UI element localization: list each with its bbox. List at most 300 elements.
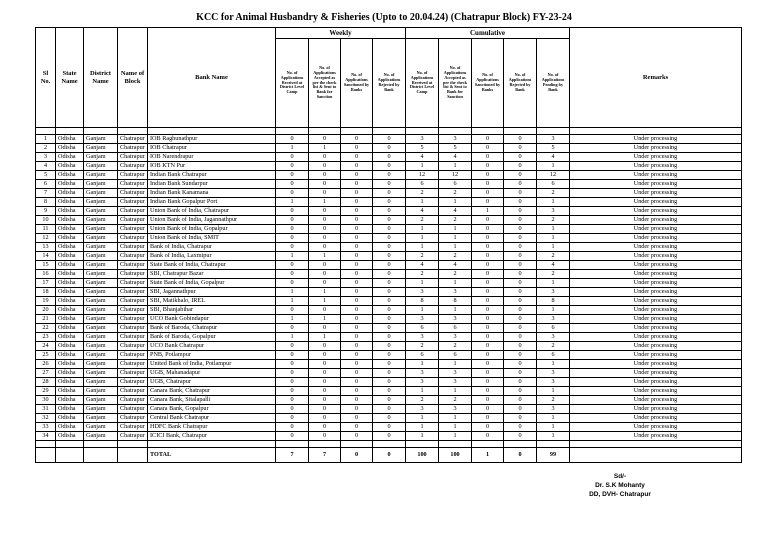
cell-block: Chatrapur bbox=[118, 288, 148, 297]
cell-state: Odisha bbox=[56, 414, 84, 423]
cell-sl: 17 bbox=[36, 279, 56, 288]
cell-weekly-sanctioned: 0 bbox=[341, 342, 373, 351]
cell-district: Ganjam bbox=[84, 369, 118, 378]
cell-bank: Indian Bank Chatrapur bbox=[148, 171, 276, 180]
cell-state: Odisha bbox=[56, 225, 84, 234]
cell-weekly-rejected: 0 bbox=[373, 297, 406, 306]
cell-bank: Union Bank of India, Chatrapur bbox=[148, 207, 276, 216]
cell-state: Odisha bbox=[56, 288, 84, 297]
cell-cumulative-rejected: 0 bbox=[504, 135, 537, 144]
cell-cumulative-accepted: 2 bbox=[439, 270, 472, 279]
cell-cumulative-rejected: 0 bbox=[504, 252, 537, 261]
cell-cumulative-sanctioned: 0 bbox=[472, 135, 504, 144]
table-row bbox=[36, 270, 742, 279]
cell-district: Ganjam bbox=[84, 324, 118, 333]
cell-state: Odisha bbox=[56, 324, 84, 333]
cell-state: Odisha bbox=[56, 423, 84, 432]
cell-district: Ganjam bbox=[84, 135, 118, 144]
cell-block: Chatrapur bbox=[118, 270, 148, 279]
cell-weekly-rejected: 0 bbox=[373, 243, 406, 252]
cell-weekly-rejected: 0 bbox=[373, 225, 406, 234]
cell-cumulative-rejected: 0 bbox=[504, 198, 537, 207]
cell-bank: SBI, Bhanjabihar bbox=[148, 306, 276, 315]
cell-block: Chatrapur bbox=[118, 207, 148, 216]
cell-weekly-sanctioned: 0 bbox=[341, 171, 373, 180]
cell-cumulative-sanctioned: 0 bbox=[472, 315, 504, 324]
table-row bbox=[36, 216, 742, 225]
cell-weekly-sanctioned: 0 bbox=[341, 135, 373, 144]
cell-cumulative-sanctioned: 0 bbox=[472, 306, 504, 315]
cell-weekly-sanctioned: 0 bbox=[341, 297, 373, 306]
cell-weekly-accepted: 0 bbox=[309, 180, 341, 189]
cell-state: Odisha bbox=[56, 216, 84, 225]
cell-cumulative-pending: 1 bbox=[537, 387, 570, 396]
cell-cumulative-pending: 1 bbox=[537, 162, 570, 171]
cell-cumulative-accepted: 6 bbox=[439, 351, 472, 360]
cell-cumulative-rejected: 0 bbox=[504, 279, 537, 288]
cell-sl: 12 bbox=[36, 234, 56, 243]
cell-weekly-rejected: 0 bbox=[373, 135, 406, 144]
cell-remarks: Under processing bbox=[570, 180, 742, 189]
cell-sl: 19 bbox=[36, 297, 56, 306]
total-cell: 1 bbox=[472, 448, 504, 463]
cell-weekly-accepted: 0 bbox=[309, 378, 341, 387]
cell-cumulative-sanctioned: 0 bbox=[472, 216, 504, 225]
cell-sl: 2 bbox=[36, 144, 56, 153]
col-weekly-rejected: No. of Applications Rejected by Bank bbox=[373, 39, 406, 128]
cell-sl: 26 bbox=[36, 360, 56, 369]
cell-state: Odisha bbox=[56, 396, 84, 405]
cell-cumulative-accepted: 2 bbox=[439, 189, 472, 198]
table-row bbox=[36, 225, 742, 234]
cell-weekly-received: 1 bbox=[276, 144, 309, 153]
cell-remarks: Under processing bbox=[570, 351, 742, 360]
cell-weekly-received: 0 bbox=[276, 243, 309, 252]
cell-district: Ganjam bbox=[84, 360, 118, 369]
cell-bank: IOB Chatrapur bbox=[148, 144, 276, 153]
cell-cumulative-sanctioned: 0 bbox=[472, 171, 504, 180]
total-cell: 0 bbox=[504, 448, 537, 463]
cell-sl: 5 bbox=[36, 171, 56, 180]
cell-block: Chatrapur bbox=[118, 396, 148, 405]
cell-cumulative-sanctioned: 0 bbox=[472, 261, 504, 270]
cell-weekly-accepted: 0 bbox=[309, 153, 341, 162]
col-remarks: Remarks bbox=[570, 28, 742, 128]
col-block: Name of Block bbox=[118, 28, 148, 128]
cell-cumulative-received: 12 bbox=[406, 171, 439, 180]
cell-remarks: Under processing bbox=[570, 414, 742, 423]
cell-cumulative-accepted: 1 bbox=[439, 432, 472, 441]
cell-cumulative-received: 3 bbox=[406, 333, 439, 342]
cell-bank: Union Bank of India, Gopalpur bbox=[148, 225, 276, 234]
cell-cumulative-accepted: 3 bbox=[439, 135, 472, 144]
table-row bbox=[36, 297, 742, 306]
cell-cumulative-sanctioned: 0 bbox=[472, 297, 504, 306]
cell-cumulative-pending: 2 bbox=[537, 270, 570, 279]
cell-bank: Canara Bank, Chatrapur bbox=[148, 387, 276, 396]
cell-weekly-accepted: 0 bbox=[309, 423, 341, 432]
cell-cumulative-pending: 2 bbox=[537, 216, 570, 225]
cell-cumulative-sanctioned: 0 bbox=[472, 423, 504, 432]
cell-weekly-rejected: 0 bbox=[373, 315, 406, 324]
cell-cumulative-received: 4 bbox=[406, 261, 439, 270]
cell-block: Chatrapur bbox=[118, 297, 148, 306]
cell-cumulative-received: 6 bbox=[406, 324, 439, 333]
cell-cumulative-sanctioned: 0 bbox=[472, 252, 504, 261]
cell-sl: 29 bbox=[36, 387, 56, 396]
cell-weekly-received: 0 bbox=[276, 261, 309, 270]
cell-weekly-rejected: 0 bbox=[373, 423, 406, 432]
cell-cumulative-received: 5 bbox=[406, 144, 439, 153]
cell-district: Ganjam bbox=[84, 225, 118, 234]
cell-weekly-sanctioned: 0 bbox=[341, 144, 373, 153]
cell-cumulative-accepted: 1 bbox=[439, 243, 472, 252]
cell-cumulative-received: 4 bbox=[406, 207, 439, 216]
cell-remarks: Under processing bbox=[570, 315, 742, 324]
cell-district: Ganjam bbox=[84, 288, 118, 297]
table-row bbox=[36, 333, 742, 342]
cell-cumulative-rejected: 0 bbox=[504, 423, 537, 432]
cell-sl: 30 bbox=[36, 396, 56, 405]
cell-cumulative-accepted: 3 bbox=[439, 288, 472, 297]
cell-state: Odisha bbox=[56, 306, 84, 315]
cell-district: Ganjam bbox=[84, 207, 118, 216]
cell-cumulative-received: 2 bbox=[406, 252, 439, 261]
cell-sl: 1 bbox=[36, 135, 56, 144]
cell-state: Odisha bbox=[56, 153, 84, 162]
cell-cumulative-received: 1 bbox=[406, 225, 439, 234]
cell-cumulative-sanctioned: 0 bbox=[472, 369, 504, 378]
cell-bank: PNB, Potlampur bbox=[148, 351, 276, 360]
cell-state: Odisha bbox=[56, 261, 84, 270]
cell-block: Chatrapur bbox=[118, 306, 148, 315]
cell-cumulative-accepted: 1 bbox=[439, 279, 472, 288]
cell-cumulative-sanctioned: 0 bbox=[472, 234, 504, 243]
spacer-row bbox=[36, 128, 742, 135]
cell-cumulative-accepted: 2 bbox=[439, 342, 472, 351]
cell-weekly-sanctioned: 0 bbox=[341, 324, 373, 333]
cell-sl: 21 bbox=[36, 315, 56, 324]
cell-bank: UGB, Chatrapur bbox=[148, 378, 276, 387]
cell-cumulative-pending: 3 bbox=[537, 378, 570, 387]
cell-bank: Canara Bank, Gopalpur bbox=[148, 405, 276, 414]
cell-state: Odisha bbox=[56, 135, 84, 144]
cell-weekly-accepted: 0 bbox=[309, 171, 341, 180]
cell-cumulative-rejected: 0 bbox=[504, 234, 537, 243]
cell-district: Ganjam bbox=[84, 378, 118, 387]
cell-weekly-received: 0 bbox=[276, 234, 309, 243]
cell-block: Chatrapur bbox=[118, 171, 148, 180]
cell-state: Odisha bbox=[56, 333, 84, 342]
cell-sl: 31 bbox=[36, 405, 56, 414]
cell-cumulative-pending: 3 bbox=[537, 288, 570, 297]
cell-cumulative-pending: 1 bbox=[537, 279, 570, 288]
cell-cumulative-accepted: 1 bbox=[439, 198, 472, 207]
cell-bank: IOB KTN Pur bbox=[148, 162, 276, 171]
cell-cumulative-received: 1 bbox=[406, 279, 439, 288]
cell-cumulative-pending: 3 bbox=[537, 315, 570, 324]
table-row bbox=[36, 288, 742, 297]
cell-cumulative-rejected: 0 bbox=[504, 207, 537, 216]
cell-cumulative-rejected: 0 bbox=[504, 153, 537, 162]
cell-cumulative-sanctioned: 0 bbox=[472, 243, 504, 252]
cell-weekly-rejected: 0 bbox=[373, 144, 406, 153]
cell-remarks: Under processing bbox=[570, 189, 742, 198]
cell-remarks: Under processing bbox=[570, 423, 742, 432]
cell-cumulative-sanctioned: 0 bbox=[472, 144, 504, 153]
table-header bbox=[36, 28, 742, 128]
cell-weekly-sanctioned: 0 bbox=[341, 189, 373, 198]
cell-cumulative-rejected: 0 bbox=[504, 162, 537, 171]
cell-remarks: Under processing bbox=[570, 405, 742, 414]
cell-remarks: Under processing bbox=[570, 171, 742, 180]
cell-cumulative-rejected: 0 bbox=[504, 189, 537, 198]
cell-weekly-accepted: 0 bbox=[309, 207, 341, 216]
cell-bank: State Bank of India, Gopalpur bbox=[148, 279, 276, 288]
cell-district: Ganjam bbox=[84, 387, 118, 396]
cell-remarks: Under processing bbox=[570, 297, 742, 306]
cell-district: Ganjam bbox=[84, 234, 118, 243]
cell-cumulative-pending: 2 bbox=[537, 342, 570, 351]
cell-weekly-accepted: 0 bbox=[309, 162, 341, 171]
total-cell: 100 bbox=[406, 448, 439, 463]
cell-weekly-rejected: 0 bbox=[373, 378, 406, 387]
cell-block: Chatrapur bbox=[118, 180, 148, 189]
cell-state: Odisha bbox=[56, 171, 84, 180]
cell-cumulative-accepted: 2 bbox=[439, 252, 472, 261]
col-weekly-sanctioned: No. of Applications Sanctioned by Banks bbox=[341, 39, 373, 128]
cell-bank: UGB, Mahanadapur bbox=[148, 369, 276, 378]
col-weekly-accepted: No. of Applications Accepted as per the check list & Sent to Bank for Sanction bbox=[309, 39, 341, 128]
cell-cumulative-rejected: 0 bbox=[504, 270, 537, 279]
cell-remarks: Under processing bbox=[570, 135, 742, 144]
cell-cumulative-pending: 4 bbox=[537, 261, 570, 270]
signature-sd: Sd/- bbox=[613, 473, 627, 480]
cell-weekly-received: 0 bbox=[276, 423, 309, 432]
table-row bbox=[36, 153, 742, 162]
cell-cumulative-accepted: 4 bbox=[439, 261, 472, 270]
cell-district: Ganjam bbox=[84, 270, 118, 279]
cell-bank: SBI, Jagannathpur bbox=[148, 288, 276, 297]
cell-weekly-rejected: 0 bbox=[373, 234, 406, 243]
cell-sl: 32 bbox=[36, 414, 56, 423]
cell-cumulative-received: 1 bbox=[406, 198, 439, 207]
cell-bank: Union Bank of India, Jagannathpur bbox=[148, 216, 276, 225]
cell-district: Ganjam bbox=[84, 423, 118, 432]
cell-cumulative-received: 1 bbox=[406, 306, 439, 315]
cell-cumulative-pending: 1 bbox=[537, 414, 570, 423]
table-row bbox=[36, 369, 742, 378]
cell-weekly-accepted: 0 bbox=[309, 360, 341, 369]
cell-cumulative-rejected: 0 bbox=[504, 369, 537, 378]
table-row bbox=[36, 171, 742, 180]
total-cell: 99 bbox=[537, 448, 570, 463]
table-row bbox=[36, 144, 742, 153]
cell-weekly-received: 0 bbox=[276, 216, 309, 225]
cell-cumulative-sanctioned: 0 bbox=[472, 378, 504, 387]
cell-weekly-rejected: 0 bbox=[373, 207, 406, 216]
cell-bank: Bank of Baroda, Chatrapur bbox=[148, 324, 276, 333]
cell-district: Ganjam bbox=[84, 153, 118, 162]
cell-bank: Bank of India, Chatrapur bbox=[148, 243, 276, 252]
cell-block: Chatrapur bbox=[118, 324, 148, 333]
kcc-table bbox=[35, 27, 742, 463]
table-row bbox=[36, 180, 742, 189]
cell-cumulative-received: 3 bbox=[406, 288, 439, 297]
cell-bank: United Bank of India, Potlampur bbox=[148, 360, 276, 369]
cell-state: Odisha bbox=[56, 207, 84, 216]
cell-weekly-rejected: 0 bbox=[373, 252, 406, 261]
cell-cumulative-pending: 1 bbox=[537, 432, 570, 441]
cell-district: Ganjam bbox=[84, 279, 118, 288]
cell-district: Ganjam bbox=[84, 342, 118, 351]
cell-cumulative-accepted: 6 bbox=[439, 324, 472, 333]
cell-sl: 33 bbox=[36, 423, 56, 432]
cell-weekly-received: 0 bbox=[276, 162, 309, 171]
cell-cumulative-accepted: 6 bbox=[439, 180, 472, 189]
cell-state: Odisha bbox=[56, 315, 84, 324]
cell-cumulative-received: 2 bbox=[406, 189, 439, 198]
cell-sl: 7 bbox=[36, 189, 56, 198]
cell-weekly-accepted: 0 bbox=[309, 216, 341, 225]
cell-cumulative-accepted: 1 bbox=[439, 306, 472, 315]
cell-cumulative-rejected: 0 bbox=[504, 243, 537, 252]
cell-cumulative-pending: 1 bbox=[537, 243, 570, 252]
cell-cumulative-received: 1 bbox=[406, 414, 439, 423]
cell-weekly-received: 0 bbox=[276, 180, 309, 189]
cell-state: Odisha bbox=[56, 198, 84, 207]
cell-cumulative-sanctioned: 0 bbox=[472, 225, 504, 234]
table-row bbox=[36, 324, 742, 333]
report-title: KCC for Animal Husbandry & Fisheries (Upto to 20.04.24) (Chatrapur Block) FY-23-24 bbox=[196, 12, 572, 23]
cell-cumulative-received: 3 bbox=[406, 135, 439, 144]
cell-cumulative-received: 2 bbox=[406, 396, 439, 405]
cell-district: Ganjam bbox=[84, 243, 118, 252]
cell-district: Ganjam bbox=[84, 189, 118, 198]
cell-state: Odisha bbox=[56, 252, 84, 261]
table-row bbox=[36, 378, 742, 387]
cell-weekly-accepted: 0 bbox=[309, 306, 341, 315]
cell-cumulative-received: 8 bbox=[406, 297, 439, 306]
total-row bbox=[36, 448, 742, 463]
cell-cumulative-accepted: 1 bbox=[439, 162, 472, 171]
cell-block: Chatrapur bbox=[118, 360, 148, 369]
table-row bbox=[36, 279, 742, 288]
cell-sl: 22 bbox=[36, 324, 56, 333]
cell-weekly-accepted: 1 bbox=[309, 288, 341, 297]
cell-cumulative-rejected: 0 bbox=[504, 387, 537, 396]
cell-weekly-received: 0 bbox=[276, 270, 309, 279]
cell-state: Odisha bbox=[56, 279, 84, 288]
cell-weekly-sanctioned: 0 bbox=[341, 207, 373, 216]
cell-cumulative-pending: 6 bbox=[537, 351, 570, 360]
cell-weekly-sanctioned: 0 bbox=[341, 198, 373, 207]
cell-weekly-received: 1 bbox=[276, 297, 309, 306]
cell-district: Ganjam bbox=[84, 414, 118, 423]
cell-block: Chatrapur bbox=[118, 189, 148, 198]
cell-weekly-accepted: 0 bbox=[309, 351, 341, 360]
cell-weekly-received: 0 bbox=[276, 153, 309, 162]
cell-cumulative-accepted: 3 bbox=[439, 333, 472, 342]
cell-cumulative-pending: 3 bbox=[537, 369, 570, 378]
cell-weekly-sanctioned: 0 bbox=[341, 378, 373, 387]
cell-weekly-received: 0 bbox=[276, 342, 309, 351]
cell-sl: 4 bbox=[36, 162, 56, 171]
cell-cumulative-sanctioned: 0 bbox=[472, 279, 504, 288]
cell-block: Chatrapur bbox=[118, 414, 148, 423]
cell-cumulative-sanctioned: 0 bbox=[472, 288, 504, 297]
cell-state: Odisha bbox=[56, 234, 84, 243]
cell-bank: UCO Bank Chatrapur bbox=[148, 342, 276, 351]
cell-sl: 24 bbox=[36, 342, 56, 351]
cell-weekly-received: 0 bbox=[276, 414, 309, 423]
cell-weekly-received: 0 bbox=[276, 324, 309, 333]
cell-cumulative-received: 2 bbox=[406, 342, 439, 351]
cell-block: Chatrapur bbox=[118, 342, 148, 351]
total-cell: 7 bbox=[309, 448, 341, 463]
cell-cumulative-received: 1 bbox=[406, 423, 439, 432]
cell-weekly-accepted: 1 bbox=[309, 252, 341, 261]
cell-state: Odisha bbox=[56, 351, 84, 360]
cell-district: Ganjam bbox=[84, 252, 118, 261]
cell-weekly-rejected: 0 bbox=[373, 279, 406, 288]
cell-sl: 3 bbox=[36, 153, 56, 162]
cell-weekly-rejected: 0 bbox=[373, 342, 406, 351]
cell-weekly-sanctioned: 0 bbox=[341, 216, 373, 225]
cell-cumulative-sanctioned: 0 bbox=[472, 162, 504, 171]
cell-cumulative-sanctioned: 0 bbox=[472, 324, 504, 333]
table-row bbox=[36, 135, 742, 144]
col-cumulative-rejected: No. of Applications Rejected by Bank bbox=[504, 39, 537, 128]
cell-remarks: Under processing bbox=[570, 378, 742, 387]
cell-weekly-accepted: 0 bbox=[309, 387, 341, 396]
cell-weekly-accepted: 0 bbox=[309, 270, 341, 279]
total-cell: 0 bbox=[341, 448, 373, 463]
cell-weekly-received: 0 bbox=[276, 405, 309, 414]
table-row bbox=[36, 414, 742, 423]
cell-sl: 14 bbox=[36, 252, 56, 261]
cell-block: Chatrapur bbox=[118, 153, 148, 162]
cell-cumulative-sanctioned: 0 bbox=[472, 351, 504, 360]
cell-cumulative-rejected: 0 bbox=[504, 171, 537, 180]
cell-cumulative-accepted: 4 bbox=[439, 153, 472, 162]
cell-weekly-sanctioned: 0 bbox=[341, 180, 373, 189]
group-weekly: Weekly bbox=[276, 28, 406, 39]
cell-cumulative-sanctioned: 0 bbox=[472, 360, 504, 369]
cell-block: Chatrapur bbox=[118, 198, 148, 207]
cell-cumulative-received: 1 bbox=[406, 432, 439, 441]
cell-block: Chatrapur bbox=[118, 369, 148, 378]
cell-remarks: Under processing bbox=[570, 144, 742, 153]
cell-weekly-sanctioned: 0 bbox=[341, 432, 373, 441]
cell-weekly-accepted: 0 bbox=[309, 369, 341, 378]
cell-cumulative-rejected: 0 bbox=[504, 216, 537, 225]
cell-cumulative-accepted: 1 bbox=[439, 423, 472, 432]
col-cumulative-accepted: No. of Applications Accepted as per the check list & Sent to Bank for Sanction bbox=[439, 39, 472, 128]
cell-sl: 9 bbox=[36, 207, 56, 216]
col-weekly-received: No. of Applications Received at District Level Camp bbox=[276, 39, 309, 128]
cell-weekly-sanctioned: 0 bbox=[341, 153, 373, 162]
cell-block: Chatrapur bbox=[118, 315, 148, 324]
table-row bbox=[36, 360, 742, 369]
cell-weekly-rejected: 0 bbox=[373, 189, 406, 198]
table-row bbox=[36, 315, 742, 324]
cell-sl: 15 bbox=[36, 261, 56, 270]
cell-cumulative-received: 4 bbox=[406, 153, 439, 162]
cell-district: Ganjam bbox=[84, 180, 118, 189]
cell-cumulative-rejected: 0 bbox=[504, 288, 537, 297]
table-row bbox=[36, 306, 742, 315]
